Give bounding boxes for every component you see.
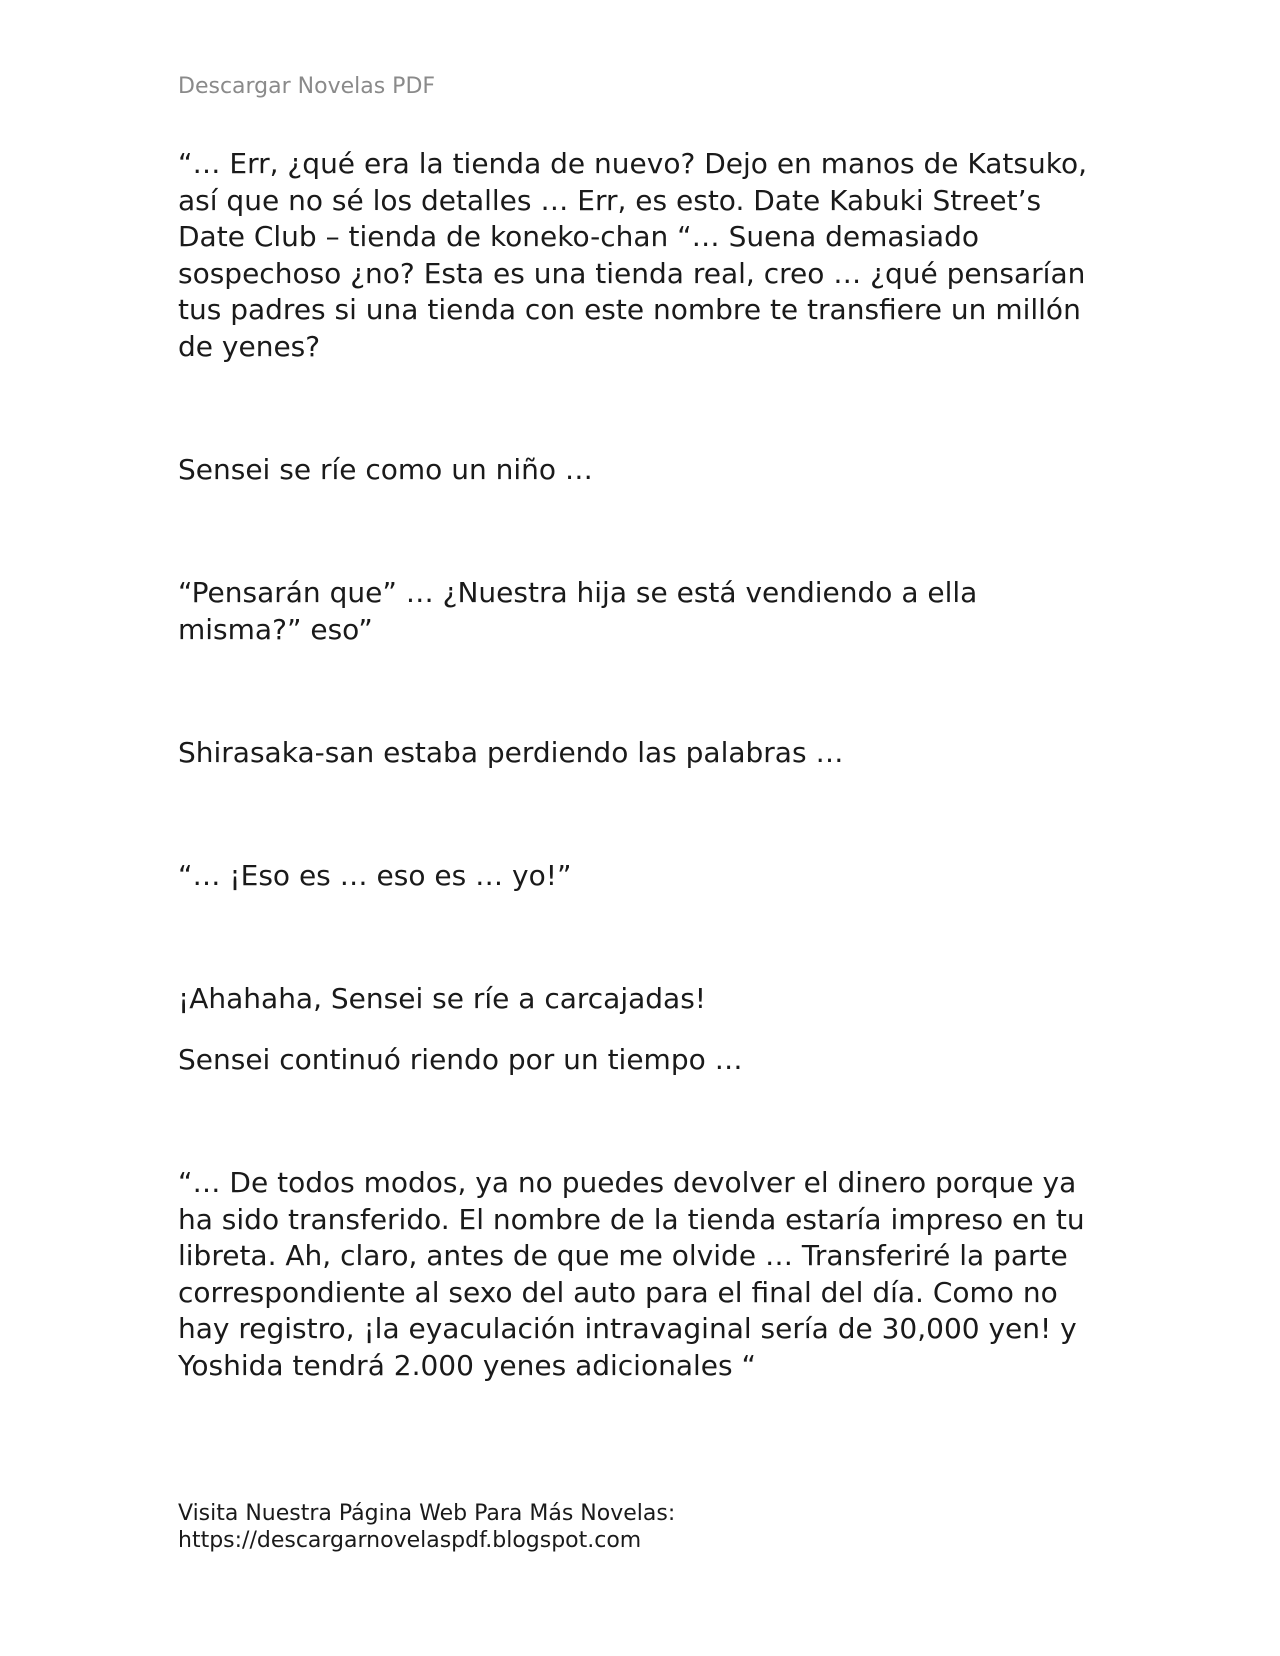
- paragraph-3: “Pensarán que” … ¿Nuestra hija se está vendiendo a ella misma?” eso”: [178, 576, 978, 646]
- paragraph-5: “… ¡Eso es … eso es … yo!”: [178, 859, 572, 892]
- footer-promo-text: Visita Nuestra Página Web Para Más Novelas:: [178, 1501, 676, 1526]
- footer-url-link[interactable]: https://descargarnovelaspdf.blogspot.com: [178, 1528, 642, 1553]
- paragraph-7: Sensei continuó riendo por un tiempo …: [178, 1043, 743, 1076]
- paragraph-8: “… De todos modos, ya no puedes devolver el dinero porque ya ha sido transferido. El nombre de la tienda estaría impreso en tu libreta. Ah, claro, antes de que me olvide … Transferiré la parte correspondiente al sexo del auto para el final del día. Como no hay registro, ¡la eyaculación intravaginal sería de 30,000 yen! y Yoshida tendrá 2.000 yenes adicionales “: [178, 1166, 1085, 1382]
- paragraph-4: Shirasaka-san estaba perdiendo las palabras …: [178, 736, 844, 769]
- paragraph-2: Sensei se ríe como un niño …: [178, 453, 593, 486]
- paragraph-6: ¡Ahahaha, Sensei se ríe a carcajadas!: [178, 982, 707, 1015]
- site-header: Descargar Novelas PDF: [178, 74, 436, 99]
- footer: [178, 1500, 675, 1554]
- paragraph-1: “… Err, ¿qué era la tienda de nuevo? Dejo en manos de Katsuko, así que no sé los detalles … Err, es esto. Date Kabuki Street’s Date Club – tienda de koneko-chan “… Suena demasiado sospechoso ¿no? Esta es una tienda real, creo … ¿qué pensarían tus padres si una tienda con este nombre te transfiere un millón de yenes?: [178, 147, 1087, 363]
